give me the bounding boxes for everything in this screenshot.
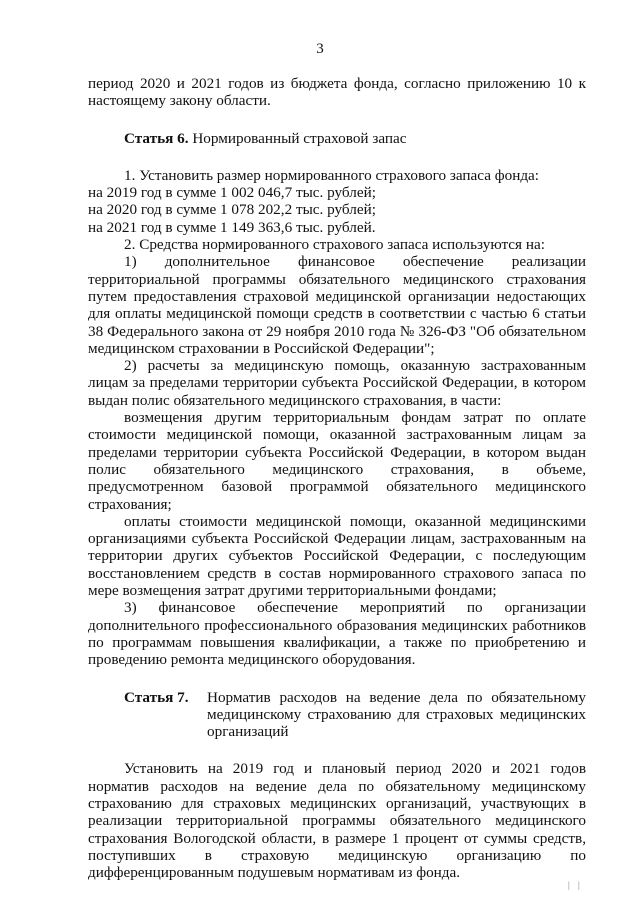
document-body [88, 75, 586, 881]
article-6-item-1: 1) дополнительное финансовое обеспечение реализации территориальной программы обязательного медицинского страхования путем предоставления страховой медицинской организации недостающих для оплаты медицинской помощи средств в соответствии с частью 6 статьи 38 Федерального закона от 29 ноября 2010 года № 326-ФЗ "Об обязательном медицинском страховании в Российской Федерации"; [88, 253, 586, 357]
article-7-number: Статья 7. [124, 688, 189, 706]
article-6-point-2: 2. Средства нормированного страхового запаса используются на: [124, 236, 545, 254]
article-7-body: Установить на 2019 год и плановый период 2020 и 2021 годов норматив расходов на ведение дела по обязательному медицинскому страхованию для страховых медицинских организаций, участвующих в реализации территориальной программы обязательного медицинского страхования Вологодской области, в размере 1 процент от суммы средств, поступивших в страховую медицинскую организацию по дифференцированным подушевым нормативам из фонда. [88, 760, 586, 882]
article-7-title: Норматив расходов на ведение дела по обязательному медицинскому страхованию для страховых медицинских организаций [207, 688, 586, 741]
intro-paragraph: период 2020 и 2021 годов из бюджета фонда, согласно приложению 10 к настоящему закону области. [88, 75, 586, 110]
reserve-2021: на 2021 год в сумме 1 149 363,6 тыс. рублей. [88, 218, 376, 236]
article-6-point-1: 1. Установить размер нормированного страхового запаса фонда: [124, 166, 540, 184]
article-6-item-2-payment: оплаты стоимости медицинской помощи, оказанной медицинскими организациями субъекта Российской Федерации лицам, застрахованным на территории других субъектов Российской Федерации, с последующим восстановлением средств в состав нормированного страхового запаса по мере возмещения затрат другими территориальными фондами; [88, 512, 586, 600]
article-6-item-2: 2) расчеты за медицинскую помощь, оказанную застрахованным лицам за пределами территории субъекта Российской Федерации, в котором выдан полис обязательного медицинского страхования, в части: [88, 357, 586, 409]
page-number: 3 [316, 41, 324, 57]
article-6-item-2-reimbursement: возмещения другим территориальным фондам затрат по оплате стоимости медицинской помощи, оказанной застрахованным лицам за пределами территории субъекта Российской Федерации, в котором выдан полис обязательного медицинского страхования, в объеме, предусмотренном базовой программой обязательного медицинского страхования; [88, 409, 586, 513]
article-6-title: Нормированный страховой запас [192, 129, 407, 147]
reserve-2020: на 2020 год в сумме 1 078 202,2 тыс. рублей; [88, 201, 376, 219]
article-6-number: Статья 6. [124, 129, 189, 147]
article-6-heading [88, 130, 586, 147]
article-7-heading [88, 689, 586, 741]
reserve-2019: на 2019 год в сумме 1 002 046,7 тыс. рублей; [88, 184, 376, 202]
article-6-item-3: 3) финансовое обеспечение мероприятий по организации дополнительного профессионального образования медицинских работников по программам повышения квалификации, а также по приобретению и проведению ремонта медицинского оборудования. [88, 599, 586, 669]
scan-margin-mark: | | [568, 880, 583, 890]
